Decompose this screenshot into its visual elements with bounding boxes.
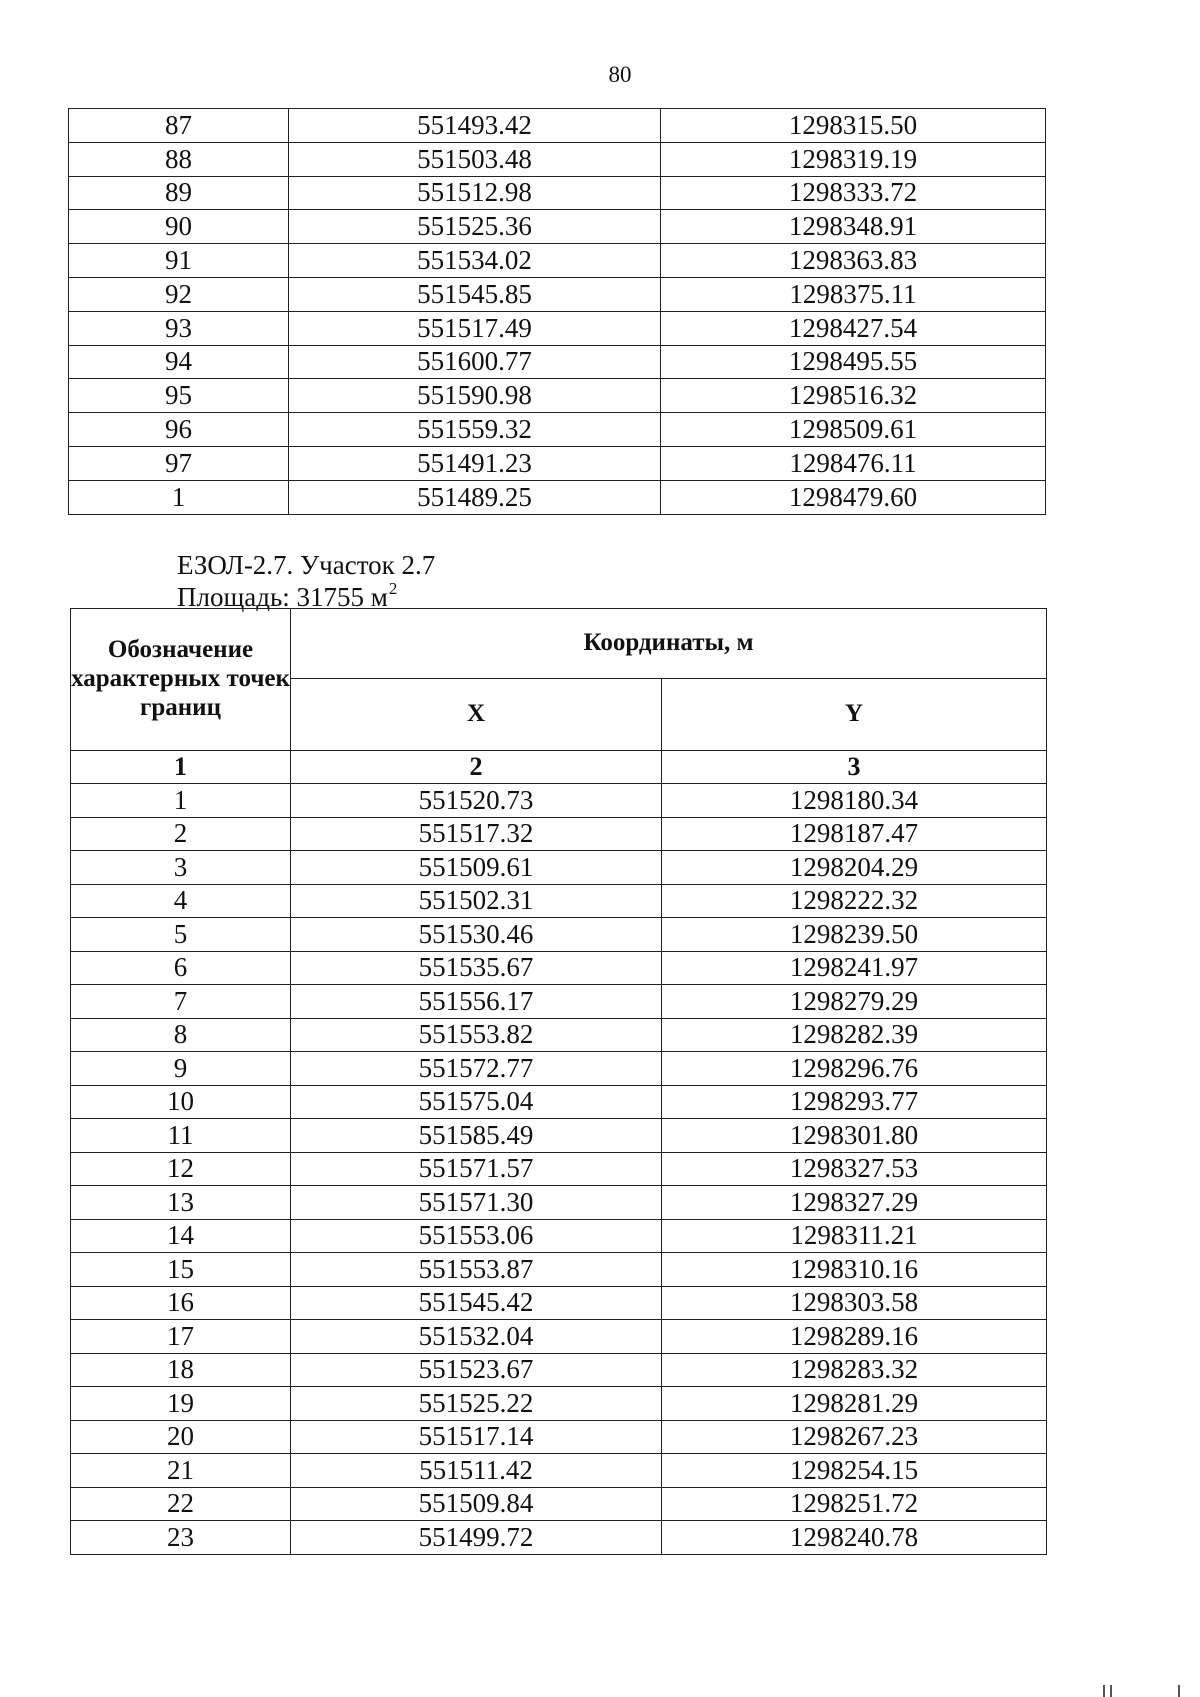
table-row (71, 1219, 1047, 1253)
y-coordinate-cell: 1298251.72 (662, 1487, 1047, 1521)
table-row (69, 311, 1046, 345)
y-coordinate-cell: 1298241.97 (662, 951, 1047, 985)
x-coordinate-cell: 551571.30 (291, 1186, 662, 1220)
point-number-cell: 14 (71, 1219, 291, 1253)
section-title: ЕЗОЛ-2.7. Участок 2.7 (177, 550, 436, 580)
x-coordinate-cell: 551571.57 (291, 1152, 662, 1186)
continued-coordinates-body (69, 109, 1046, 515)
table-row (71, 1152, 1047, 1186)
point-number-cell: 16 (71, 1286, 291, 1320)
y-coordinate-cell: 1298327.53 (662, 1152, 1047, 1186)
point-number-cell: 8 (71, 1018, 291, 1052)
x-coordinate-cell: 551556.17 (291, 985, 662, 1019)
x-coordinate-cell: 551493.42 (289, 109, 661, 143)
y-coordinate-cell: 1298283.32 (662, 1353, 1047, 1387)
table-row (69, 210, 1046, 244)
y-coordinate-cell: 1298319.19 (661, 142, 1046, 176)
y-coordinate-cell: 1298363.83 (661, 244, 1046, 278)
scan-mark (1103, 1685, 1105, 1697)
y-coordinate-cell: 1298289.16 (662, 1320, 1047, 1354)
x-coordinate-cell: 551517.49 (289, 311, 661, 345)
section-area (177, 579, 398, 612)
y-coordinate-cell: 1298279.29 (662, 985, 1047, 1019)
x-coordinate-cell: 551535.67 (291, 951, 662, 985)
y-coordinate-cell: 1298267.23 (662, 1420, 1047, 1454)
table-row (69, 277, 1046, 311)
y-coordinate-cell: 1298281.29 (662, 1387, 1047, 1421)
y-coordinate-cell: 1298240.78 (662, 1521, 1047, 1555)
y-coordinate-cell: 1298293.77 (662, 1085, 1047, 1119)
table-row (71, 951, 1047, 985)
table-row (71, 1186, 1047, 1220)
point-number-cell: 20 (71, 1420, 291, 1454)
point-number-cell: 12 (71, 1152, 291, 1186)
table-row (69, 109, 1046, 143)
x-coordinate-cell: 551532.04 (291, 1320, 662, 1354)
point-number-cell: 91 (69, 244, 289, 278)
y-coordinate-cell: 1298222.32 (662, 884, 1047, 918)
x-coordinate-cell: 551572.77 (291, 1052, 662, 1086)
x-coordinate-cell: 551489.25 (289, 480, 661, 514)
x-coordinate-cell: 551545.42 (291, 1286, 662, 1320)
table-row (69, 345, 1046, 379)
x-coordinate-cell: 551545.85 (289, 277, 661, 311)
table-row (69, 446, 1046, 480)
header-col-number-3: 3 (662, 751, 1047, 784)
y-coordinate-cell: 1298296.76 (662, 1052, 1047, 1086)
table-row (71, 851, 1047, 885)
x-coordinate-cell: 551553.87 (291, 1253, 662, 1287)
table-row (71, 1420, 1047, 1454)
point-number-cell: 88 (69, 142, 289, 176)
point-number-cell: 23 (71, 1521, 291, 1555)
header-point-designation: Обозначение характерных точек границ (71, 609, 291, 751)
table-row (71, 1052, 1047, 1086)
y-coordinate-cell: 1298187.47 (662, 817, 1047, 851)
y-coordinate-cell: 1298509.61 (661, 413, 1046, 447)
scan-mark (1178, 1685, 1180, 1697)
point-number-cell: 11 (71, 1119, 291, 1153)
point-number-cell: 1 (69, 480, 289, 514)
point-number-cell: 21 (71, 1454, 291, 1488)
table-row (71, 1320, 1047, 1354)
x-coordinate-cell: 551511.42 (291, 1454, 662, 1488)
table-row (71, 817, 1047, 851)
header-col-number-2: 2 (291, 751, 662, 784)
point-number-cell: 87 (69, 109, 289, 143)
point-number-cell: 95 (69, 379, 289, 413)
point-number-cell: 94 (69, 345, 289, 379)
y-coordinate-cell: 1298516.32 (661, 379, 1046, 413)
table-row (71, 918, 1047, 952)
x-coordinate-cell: 551553.06 (291, 1219, 662, 1253)
y-coordinate-cell: 1298375.11 (661, 277, 1046, 311)
table-row (71, 985, 1047, 1019)
x-coordinate-cell: 551517.14 (291, 1420, 662, 1454)
x-coordinate-cell: 551517.32 (291, 817, 662, 851)
point-number-cell: 13 (71, 1186, 291, 1220)
point-number-cell: 93 (69, 311, 289, 345)
point-number-cell: 96 (69, 413, 289, 447)
coordinates-table-header (71, 609, 1047, 784)
table-row (71, 1119, 1047, 1153)
x-coordinate-cell: 551491.23 (289, 446, 661, 480)
x-coordinate-cell: 551585.49 (291, 1119, 662, 1153)
table-row (69, 142, 1046, 176)
y-coordinate-cell: 1298204.29 (662, 851, 1047, 885)
x-coordinate-cell: 551509.61 (291, 851, 662, 885)
y-coordinate-cell: 1298303.58 (662, 1286, 1047, 1320)
x-coordinate-cell: 551512.98 (289, 176, 661, 210)
point-number-cell: 6 (71, 951, 291, 985)
x-coordinate-cell: 551553.82 (291, 1018, 662, 1052)
x-coordinate-cell: 551534.02 (289, 244, 661, 278)
x-coordinate-cell: 551509.84 (291, 1487, 662, 1521)
x-coordinate-cell: 551600.77 (289, 345, 661, 379)
x-coordinate-cell: 551530.46 (291, 918, 662, 952)
table-row (71, 884, 1047, 918)
point-number-cell: 89 (69, 176, 289, 210)
x-coordinate-cell: 551525.22 (291, 1387, 662, 1421)
x-coordinate-cell: 551590.98 (289, 379, 661, 413)
table-row (71, 1387, 1047, 1421)
x-coordinate-cell: 551499.72 (291, 1521, 662, 1555)
y-coordinate-cell: 1298310.16 (662, 1253, 1047, 1287)
point-number-cell: 9 (71, 1052, 291, 1086)
continued-coordinates-table (68, 108, 1046, 515)
x-coordinate-cell: 551520.73 (291, 784, 662, 818)
point-number-cell: 3 (71, 851, 291, 885)
page-number: 80 (608, 62, 632, 87)
table-row (71, 1085, 1047, 1119)
y-coordinate-cell: 1298315.50 (661, 109, 1046, 143)
x-coordinate-cell: 551503.48 (289, 142, 661, 176)
area-label: Площадь: 31755 м (177, 582, 388, 612)
table-row (71, 1521, 1047, 1555)
y-coordinate-cell: 1298333.72 (661, 176, 1046, 210)
point-number-cell: 2 (71, 817, 291, 851)
x-coordinate-cell: 551502.31 (291, 884, 662, 918)
y-coordinate-cell: 1298301.80 (662, 1119, 1047, 1153)
point-number-cell: 92 (69, 277, 289, 311)
table-row (69, 480, 1046, 514)
point-number-cell: 10 (71, 1085, 291, 1119)
header-col-number-1: 1 (71, 751, 291, 784)
table-row (71, 1487, 1047, 1521)
y-coordinate-cell: 1298311.21 (662, 1219, 1047, 1253)
y-coordinate-cell: 1298327.29 (662, 1186, 1047, 1220)
x-coordinate-cell: 551523.67 (291, 1353, 662, 1387)
scan-mark (1110, 1685, 1112, 1697)
table-row (71, 1454, 1047, 1488)
y-coordinate-cell: 1298348.91 (661, 210, 1046, 244)
header-x: X (291, 679, 662, 751)
point-number-cell: 7 (71, 985, 291, 1019)
y-coordinate-cell: 1298254.15 (662, 1454, 1047, 1488)
table-row (71, 1253, 1047, 1287)
coordinates-table-body (71, 784, 1047, 1555)
point-number-cell: 97 (69, 446, 289, 480)
point-number-cell: 18 (71, 1353, 291, 1387)
point-number-cell: 1 (71, 784, 291, 818)
coordinates-table (70, 608, 1047, 1555)
table-row (69, 379, 1046, 413)
point-number-cell: 5 (71, 918, 291, 952)
point-number-cell: 17 (71, 1320, 291, 1354)
table-row (69, 244, 1046, 278)
y-coordinate-cell: 1298180.34 (662, 784, 1047, 818)
table-row (71, 1353, 1047, 1387)
y-coordinate-cell: 1298239.50 (662, 918, 1047, 952)
area-superscript: 2 (388, 579, 398, 598)
y-coordinate-cell: 1298476.11 (661, 446, 1046, 480)
x-coordinate-cell: 551525.36 (289, 210, 661, 244)
header-coordinates: Координаты, м (291, 609, 1047, 679)
y-coordinate-cell: 1298495.55 (661, 345, 1046, 379)
x-coordinate-cell: 551559.32 (289, 413, 661, 447)
point-number-cell: 90 (69, 210, 289, 244)
point-number-cell: 22 (71, 1487, 291, 1521)
y-coordinate-cell: 1298479.60 (661, 480, 1046, 514)
table-row (71, 784, 1047, 818)
table-row (69, 176, 1046, 210)
table-row (71, 1286, 1047, 1320)
point-number-cell: 4 (71, 884, 291, 918)
point-number-cell: 15 (71, 1253, 291, 1287)
x-coordinate-cell: 551575.04 (291, 1085, 662, 1119)
point-number-cell: 19 (71, 1387, 291, 1421)
table-row (69, 413, 1046, 447)
y-coordinate-cell: 1298282.39 (662, 1018, 1047, 1052)
y-coordinate-cell: 1298427.54 (661, 311, 1046, 345)
header-y: Y (662, 679, 1047, 751)
table-row (71, 1018, 1047, 1052)
